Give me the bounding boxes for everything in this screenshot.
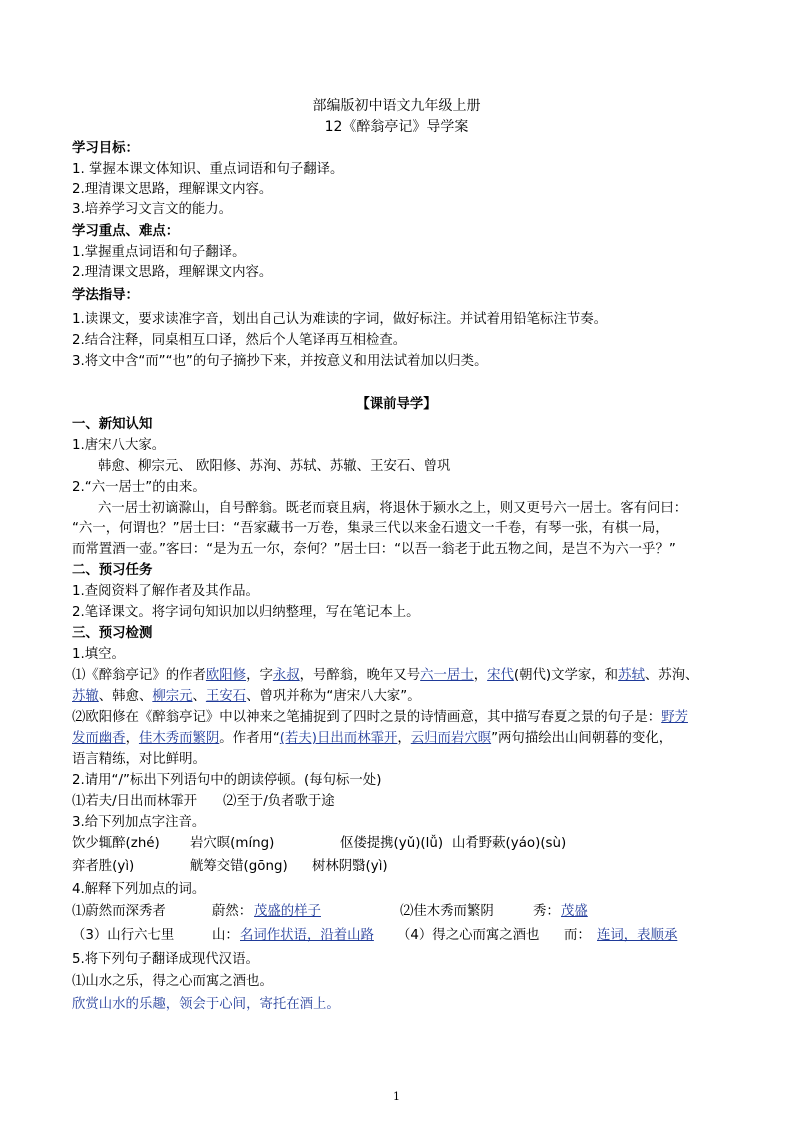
objectives-heading: 学习目标：	[72, 141, 139, 156]
fill-text: 、韩愈、	[98, 689, 153, 704]
pinyin-item: 山肴野蔌(yáo)(sù)	[452, 836, 567, 851]
fill-answer: 王安石	[205, 689, 247, 704]
fill-line	[72, 729, 672, 749]
fill-text: ”两句描绘出山间朝暮的变化，	[491, 731, 673, 746]
fill-answer: 宋代	[487, 668, 514, 683]
pinyin-item: 饮少辄醉(zhé)	[72, 836, 160, 851]
part1-q2-paragraph: “六一，何谓也？”居士曰：“吾家藏书一万卷，集录三代以来金石遗文一千卷，有琴一张，有棋一局，	[72, 521, 669, 536]
method-item: 1.读课文，要求读准字音，划出自己认为难读的字词，做好标注。并试着用铅笔标注节奏。	[72, 312, 608, 327]
explain-word: 秀：	[533, 904, 560, 919]
fill-answer: 云归而岩穴暝	[410, 731, 492, 746]
translate-answer: 欣赏山水的乐趣，领会于心间，寄托在酒上。	[72, 997, 340, 1012]
part1-heading: 一、新知认知	[72, 417, 153, 432]
fill-text: ，	[397, 731, 411, 746]
pinyin-item: 弈者胜(yì)	[72, 859, 135, 874]
part1-q2: 2.“六一居士”的由来。	[72, 480, 206, 495]
part3-q5: 5.将下列句子翻译成现代汉语。	[72, 952, 259, 967]
part3-q3: 3.给下列加点字注音。	[72, 815, 206, 830]
part1-q2-paragraph: 六一居士初谪滁山，自号醉翁。既老而衰且病，将退休于颍水之上，则又更号六一居士。客有问曰：	[98, 501, 688, 516]
fill-text: 、苏洵、	[644, 668, 699, 683]
part1-q1-answer: 韩愈、柳宗元、 欧阳修、苏洵、苏轼、苏辙、王安石、曾巩	[98, 459, 451, 474]
pause-item: ⑵至于/负者歌于途	[223, 794, 335, 809]
explain-word: 蔚然：	[212, 904, 253, 919]
pinyin-item: 伛偻提携(yǔ)(lǚ)	[340, 836, 444, 851]
fill-answer: 发而幽香	[72, 731, 126, 746]
explain-word: 山：	[212, 928, 239, 943]
method-item: 2.结合注释，同桌相互口译，然后个人笔译再互相检查。	[72, 333, 407, 348]
pinyin-item: 岩穴暝(míng)	[190, 836, 275, 851]
explain-phrase: （4）得之心而寓之酒也	[397, 928, 540, 943]
part2-item: 1.查阅资料了解作者及其作品。	[72, 584, 259, 599]
explain-phrase: ⑵佳木秀而繁阴	[400, 904, 494, 919]
explain-word: 而：	[564, 928, 591, 943]
pinyin-item: 觥筹交错(gōng)	[190, 859, 288, 874]
fill-answer: 永叔	[272, 668, 300, 683]
fill-answer: 野芳	[661, 710, 688, 725]
fill-line: 语言精练，对比鲜明。	[72, 752, 206, 767]
part3-heading: 三、预习检测	[72, 626, 153, 641]
objective-item: 3.培养学习文言文的能力。	[72, 202, 233, 217]
fill-text: ，	[473, 668, 488, 683]
fill-answer: 欧阳修	[205, 668, 247, 683]
part2-item: 2.笔译课文。将字词句知识加以归纳整理，写在笔记本上。	[72, 605, 420, 620]
part1-q2-paragraph: 而常置酒一壶。”客曰：“是为五一尔，奈何？”居士曰：“以吾一翁老于此五物之间，是岂不为六一乎？”	[72, 542, 676, 557]
part3-q2: 2.请用“/”标出下列语句中的朗读停顿。(每句标一处)	[72, 773, 382, 788]
part3-q4: 4.解释下列加点的词。	[72, 882, 206, 897]
fill-line	[72, 666, 698, 686]
fill-text: ，号醉翁，晚年又号	[299, 668, 421, 683]
fill-answer: (若夫)日出而林霏开	[279, 731, 398, 746]
keypoints-heading: 学习重点、难点：	[72, 224, 180, 239]
fill-text: ⑴《醉翁亭记》的作者	[72, 668, 206, 683]
preview-section-title: 【课前导学】	[356, 397, 437, 412]
explain-answer: 茂盛的样子	[254, 904, 321, 919]
objective-item: 2.理清课文思路，理解课文内容。	[72, 182, 273, 197]
method-item: 3.将文中含“而”“也”的句子摘抄下来，并按意义和用法试着加以归类。	[72, 354, 488, 369]
fill-answer: 六一居士	[420, 668, 474, 683]
fill-line	[72, 708, 688, 728]
pause-line	[72, 792, 335, 812]
methods-heading: 学法指导：	[72, 288, 139, 303]
fill-answer: 佳木秀而繁阴	[138, 731, 220, 746]
explain-answer: 茂盛	[561, 904, 588, 919]
keypoint-item: 1.掌握重点词语和句子翻译。	[72, 245, 246, 260]
fill-answer: 苏轼	[618, 668, 645, 683]
doc-title: 部编版初中语文九年级上册	[312, 98, 481, 114]
fill-line	[72, 687, 421, 707]
fill-text: ，字	[246, 668, 273, 683]
fill-text: 、	[192, 689, 206, 704]
pinyin-item: 树林阴翳(yì)	[312, 859, 388, 874]
fill-text: (朝代)文学家，和	[513, 668, 619, 683]
explain-answer: 连词，表顺承	[597, 928, 678, 943]
explain-answer: 名词作状语，沿着山路	[240, 928, 374, 943]
fill-answer: 柳宗元	[152, 689, 193, 704]
objective-item: 1. 掌握本课文体知识、重点词语和句子翻译。	[72, 162, 344, 177]
part3-q1: 1.填空。	[72, 647, 125, 662]
explain-phrase: （3）山行六七里	[72, 928, 175, 943]
part2-heading: 二、预习任务	[72, 563, 153, 578]
translate-item: ⑴山水之乐，得之心而寓之酒也。	[72, 974, 273, 989]
part1-q1: 1.唐宋八大家。	[72, 438, 166, 453]
fill-answer: 苏辙	[72, 689, 99, 704]
keypoint-item: 2.理清课文思路，理解课文内容。	[72, 265, 273, 280]
fill-text: 、曾巩并称为“唐宋八大家”。	[246, 689, 421, 704]
pause-item: ⑴若夫/日出而林霏开	[72, 794, 198, 809]
fill-text: ，	[125, 731, 139, 746]
fill-text: ⑵欧阳修在《醉翁亭记》中以神来之笔捕捉到了四时之景的诗情画意，其中描写春夏之景的句子是：	[72, 710, 662, 725]
doc-subtitle: 12《醉翁亭记》导学案	[324, 119, 469, 135]
fill-text: 。作者用“	[219, 731, 280, 746]
explain-phrase: ⑴蔚然而深秀者	[72, 904, 166, 919]
page-number: 1	[393, 1090, 400, 1103]
